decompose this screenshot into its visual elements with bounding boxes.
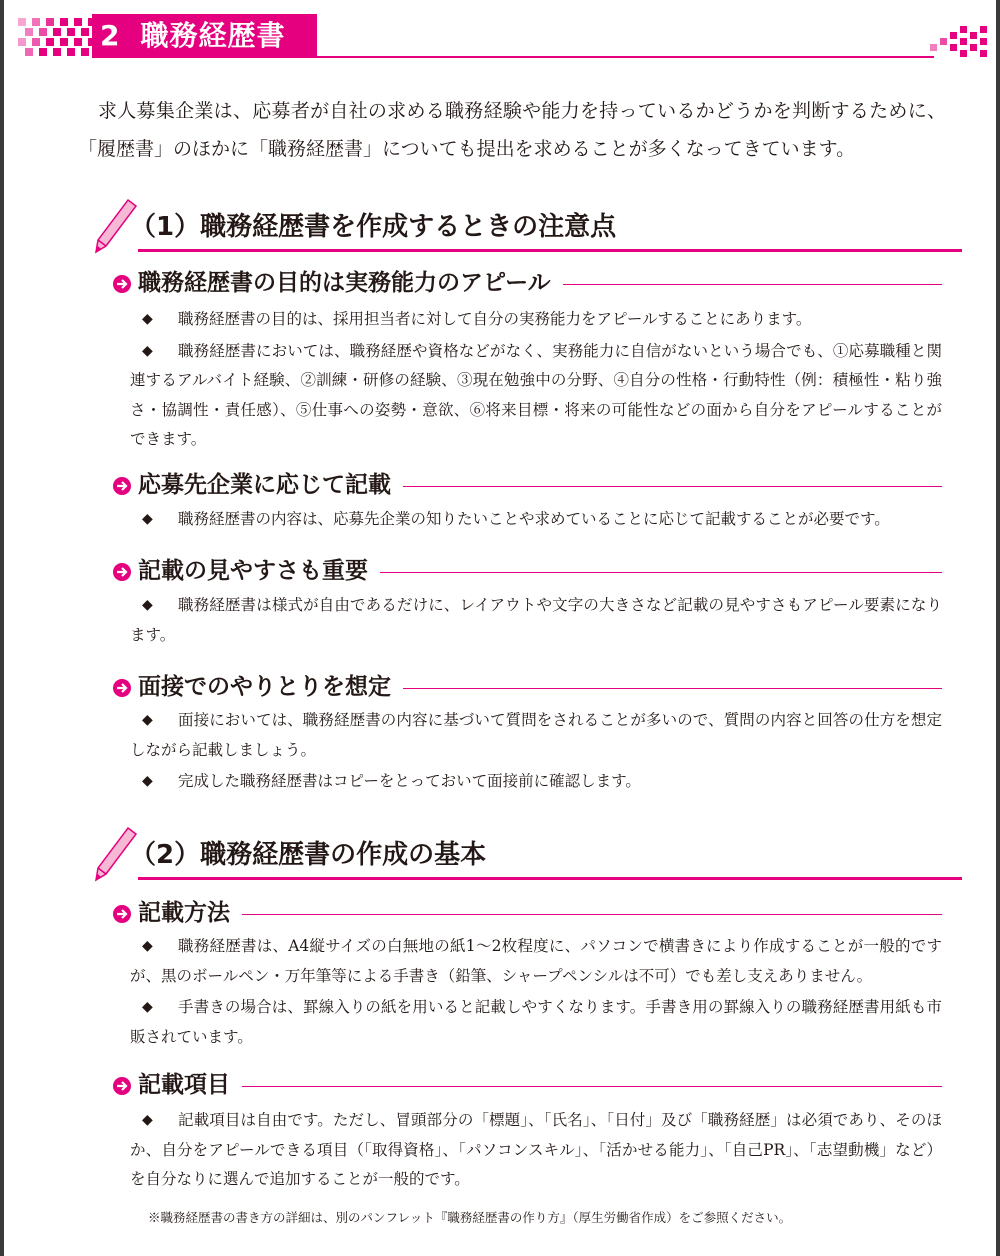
page-edge-left	[0, 0, 4, 1256]
page-edge-right	[996, 0, 1000, 1256]
chapter-title-text: 職務経歴書	[140, 19, 286, 52]
list-item: ◆ 職務経歴書の内容は、応募先企業の知りたいことや求めていることに応じて記載することが必要です。	[130, 505, 942, 535]
subheading-rule	[138, 914, 942, 915]
section-heading-1	[92, 198, 962, 256]
list-item: ◆ 面接においては、職務経歴書の内容に基づいて質問をされることが多いので、質問の内容と回答の仕方を想定しながら記載しましょう。	[130, 706, 942, 765]
list-item: ◆ 完成した職務経歴書はコピーをとっておいて面接前に確認します。	[130, 767, 942, 797]
diamond-bullet-icon: ◆	[142, 999, 153, 1015]
intro-paragraph: 求人募集企業は、応募者が自社の求める職務経験や能力を持っているかどうかを判断するために、「履歴書」のほかに「職務経歴書」についても提出を求めることが多くなってきています。	[78, 100, 946, 160]
list-item: ◆ 職務経歴書は様式が自由であるだけに、レイアウトや文字の大きさなど記載の見やすさもアピール要素になります。	[130, 591, 942, 650]
list-item: ◆ 手書きの場合は、罫線入りの紙を用いると記載しやすくなります。手書き用の罫線入りの職務経歴書用紙も市販されています。	[130, 993, 942, 1052]
section-title: （1）職務経歴書を作成するときの注意点	[130, 212, 617, 242]
bullet-list	[130, 706, 942, 799]
footnote: ※職務経歴書の書き方の詳細は、別のパンフレット『職務経歴書の作り方』（厚生労働省作成）をご参照ください。	[148, 1210, 792, 1225]
subheading-interview	[112, 672, 942, 702]
section-underline	[138, 249, 962, 252]
arrow-circle-icon	[112, 562, 132, 582]
subheading-title: 記載項目	[138, 1070, 242, 1100]
subheading-company	[112, 470, 942, 500]
bullet-list	[130, 305, 942, 457]
subheading-readability	[112, 556, 942, 586]
header-underline	[317, 56, 934, 58]
bullet-list	[130, 505, 942, 537]
chapter-header	[4, 0, 996, 62]
arrow-circle-icon	[112, 1076, 132, 1096]
section-title: （2）職務経歴書の作成の基本	[130, 840, 487, 870]
diamond-bullet-icon: ◆	[142, 1112, 153, 1128]
list-item: ◆ 職務経歴書は、A4縦サイズの白無地の紙1～2枚程度に、パソコンで横書きにより作成することが一般的ですが、黒のボールペン・万年筆等による手書き（鉛筆、シャープペンシルは不可）でも差し支えありません。	[130, 932, 942, 991]
diamond-bullet-icon: ◆	[142, 342, 153, 359]
diamond-bullet-icon: ◆	[142, 597, 153, 613]
bullet-list	[130, 1106, 942, 1197]
right-mosaic-icon	[930, 24, 990, 58]
subheading-items	[112, 1070, 942, 1100]
subheading-rule	[138, 1086, 942, 1087]
subheading-purpose	[112, 268, 942, 298]
chapter-number: 2	[100, 19, 121, 52]
diamond-bullet-icon: ◆	[142, 311, 153, 327]
list-item: ◆ 職務経歴書の目的は、採用担当者に対して自分の実務能力をアピールすることにあります。	[130, 305, 942, 335]
arrow-circle-icon	[112, 476, 132, 496]
checker-mosaic-icon	[14, 14, 96, 58]
list-item: ◆ 職務経歴書においては、職務経歴や資格などがなく、実務能力に自信がないという場合でも、①応募職種と関連するアルバイト経験、②訓練・研修の経験、③現在勉強中の分野、④自分の性格・行動特性（例：積極性・粘り強さ・協調性・責任感）、⑤仕事への姿勢・意欲、⑥将来目標・将来の可能性などの面から自分をアピールすることができます。	[130, 337, 942, 455]
chapter-title	[100, 14, 286, 58]
subheading-title: 記載方法	[138, 898, 242, 928]
arrow-circle-icon	[112, 678, 132, 698]
arrow-circle-icon	[112, 904, 132, 924]
subheading-method	[112, 898, 942, 928]
section-underline	[138, 877, 962, 880]
subheading-title: 記載の見やすさも重要	[138, 556, 380, 586]
list-item: ◆ 記載項目は自由です。ただし、冒頭部分の「標題」、「氏名」、「日付」及び「職務経歴」は必須であり、そのほか、自分をアピールできる項目（「取得資格」、「パソコンスキル」、「活かせる能力」、「自己PR」、「志望動機」など）を自分なりに選んで追加することが一般的です。	[130, 1106, 942, 1195]
subheading-title: 職務経歴書の目的は実務能力のアピール	[138, 268, 563, 298]
subheading-title: 応募先企業に応じて記載	[138, 470, 403, 500]
diamond-bullet-icon: ◆	[142, 511, 153, 527]
bullet-list	[130, 932, 942, 1054]
diamond-bullet-icon: ◆	[142, 938, 153, 954]
diamond-bullet-icon: ◆	[142, 773, 153, 789]
diamond-bullet-icon: ◆	[142, 712, 153, 728]
subheading-title: 面接でのやりとりを想定	[138, 672, 403, 702]
section-heading-2	[92, 826, 962, 884]
arrow-circle-icon	[112, 274, 132, 294]
bullet-list	[130, 591, 942, 652]
